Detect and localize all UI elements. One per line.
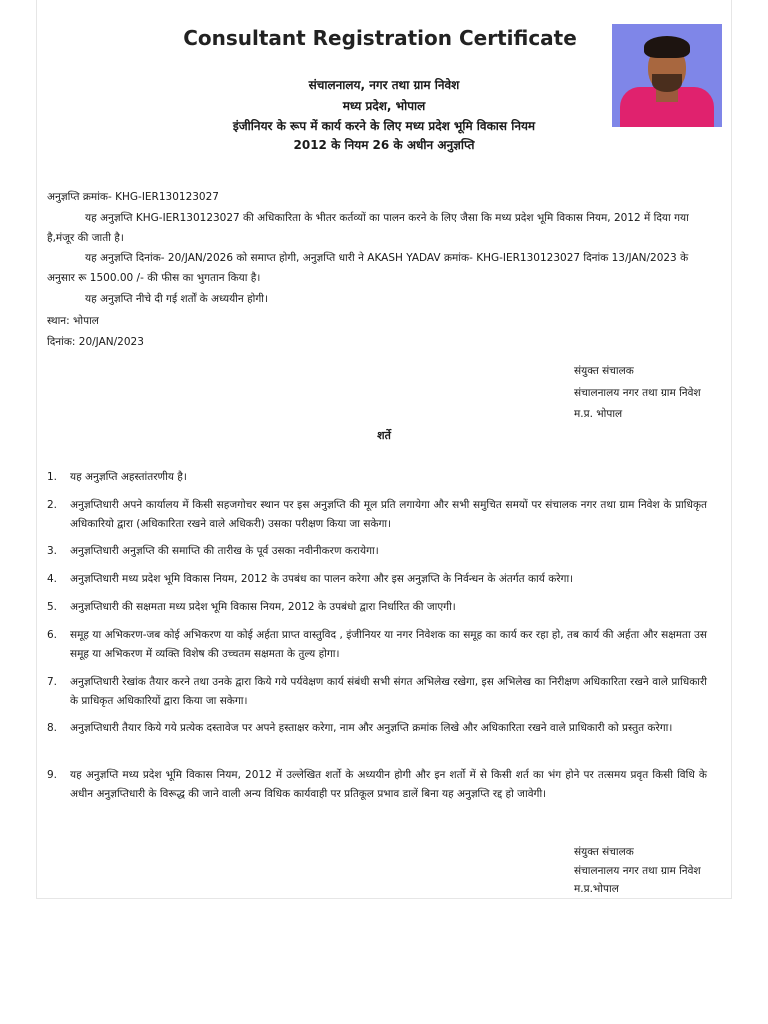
condition-item bbox=[47, 766, 707, 804]
condition-text: अनुज्ञप्तिधारी की सक्षमता मध्य प्रदेश भूमि विकास नियम, 2012 के उपबंधो द्वारा निर्धारित की जाएगी। bbox=[70, 601, 456, 613]
condition-number: 6. bbox=[47, 629, 58, 641]
condition-text: यह अनुज्ञप्ति अहस्तांतरणीय है। bbox=[70, 471, 187, 483]
condition-text: अनुज्ञप्तिधारी मध्य प्रदेश भूमि विकास नियम, 2012 के उपबंध का पालन करेगा और इस अनुज्ञप्ति के निर्वन्धन के अंतर्गत कार्य करेगा। bbox=[70, 573, 574, 585]
condition-item bbox=[47, 673, 707, 711]
signatory-2-designation: संयुक्त संचालक bbox=[574, 846, 634, 858]
signatory-2-location: म.प्र.भोपाल bbox=[574, 883, 619, 895]
condition-number: 8. bbox=[47, 722, 58, 734]
condition-number: 2. bbox=[47, 499, 58, 511]
certificate-sheet bbox=[36, 0, 732, 899]
condition-text: अनुज्ञप्तिधारी अनुज्ञप्ति की समाप्ति की तारीख के पूर्व उसका नवीनीकरण करायेगा। bbox=[70, 545, 379, 557]
condition-number: 7. bbox=[47, 676, 58, 688]
state-line: मध्य प्रदेश, भोपाल bbox=[342, 99, 426, 113]
condition-item bbox=[47, 570, 707, 589]
issue-date: दिनांक: 20/JAN/2023 bbox=[47, 336, 144, 348]
rule-line: इंजीनियर के रूप में कार्य करने के लिए मध्य प्रदेश भूमि विकास नियम bbox=[232, 119, 536, 133]
paragraph-grant: यह अनुज्ञप्ति KHG-IER130123027 की अधिकारिता के भीतर कर्तव्यों का पालन करने के लिए जैसा कि मध्य प्रदेश भूमि विकास नियम, 2012 में दिया गया है,मंजूर की जाती है। bbox=[47, 212, 689, 244]
signatory-1-office: संचालनालय नगर तथा ग्राम निवेश bbox=[574, 387, 701, 399]
condition-text: अनुज्ञप्तिधारी अपने कार्यालय में किसी सहजगोचर स्थान पर इस अनुज्ञप्ति की मूल प्रति लगायेगा और सभी समुचित समयों पर संचालक नगर तथा ग्राम निवेश के प्राधिकृत अधिकारियो द्वारा (अधिकारिता रखने वाले अधिकरी) उसका परीक्षण किया जा सकेगा। bbox=[70, 499, 707, 530]
condition-number: 5. bbox=[47, 601, 58, 613]
condition-number: 1. bbox=[47, 471, 58, 483]
condition-text: समूह या अभिकरण-जब कोई अभिकरण या कोई अर्हता प्राप्त वास्तुविद , इंजीनियर या नगर निवेशक का समूह का कार्य कर रहा हो, तब कार्य की अर्हता और सक्षमता उस समूह या अभिकरण में व्यक्ति विशेष की उच्चतम सक्षमता के तुल्य होगा। bbox=[70, 629, 707, 660]
condition-number: 4. bbox=[47, 573, 58, 585]
condition-text: अनुज्ञप्तिधारी रेखांक तैयार करने तथा उनके द्वारा किये गये पर्यवेक्षण कार्य संबंधी सभी संगत अभिलेख रखेगा, इस अभिलेख का निरीक्षण अधिकारिता रखने वाले प्राधिकारी के प्राधिकृत अधिकारियों द्वारा किया जा सकेगा। bbox=[70, 676, 707, 707]
paragraph-conditions: यह अनुज्ञप्ति नीचे दी गई शर्तों के अध्ययीन होगी। bbox=[85, 293, 268, 305]
signatory-1-location: म.प्र. भोपाल bbox=[574, 408, 623, 420]
place: स्थान: भोपाल bbox=[47, 315, 99, 327]
signatory-1-designation: संयुक्त संचालक bbox=[574, 365, 634, 377]
condition-item bbox=[47, 496, 707, 534]
condition-number: 9. bbox=[47, 769, 58, 781]
authority-line: संचालनालय, नगर तथा ग्राम निवेश bbox=[308, 78, 460, 92]
rule-number-line: 2012 के नियम 26 के अधीन अनुज्ञप्ति bbox=[293, 138, 475, 152]
condition-item bbox=[47, 626, 707, 664]
condition-text: अनुज्ञप्तिधारी तैयार किये गये प्रत्येक दस्तावेज पर अपने हस्ताक्षर करेगा, नाम और अनुज्ञप्ति क्रमांक लिखे और अधिकारिता रखने वाले प्राधिकारी को प्रस्तुत करेगा। bbox=[70, 722, 673, 734]
paragraph-expiry: यह अनुज्ञप्ति दिनांक- 20/JAN/2026 को समाप्त होगी, अनुज्ञप्ति धारी ने AKASH YADAV क्रमांक- KHG-IER130123027 दिनांक 13/JAN/2023 के अनुसार रू 1500.00 /- की फीस का भुगतान किया है। bbox=[47, 252, 689, 284]
condition-item bbox=[47, 598, 707, 617]
photo-hair bbox=[644, 36, 690, 58]
certificate-title: Consultant Registration Certificate bbox=[183, 26, 577, 50]
condition-text: यह अनुज्ञप्ति मध्य प्रदेश भूमि विकास नियम, 2012 में उल्लेखित शर्तो के अध्ययीन होगी और इन शर्तो में से किसी शर्त का भंग होने पर तत्समय प्रवृत किसी विधि के अधीन अनुज्ञप्तिधारी के विरूद्ध की जाने वाली अन्य विधिक कार्यवाही पर प्रतिकूल प्रभाव डालें बिना यह अनुज्ञप्ति रद्द हो जावेगी। bbox=[70, 769, 707, 800]
condition-number: 3. bbox=[47, 545, 58, 557]
condition-item bbox=[47, 719, 707, 738]
signatory-2-office: संचालनालय नगर तथा ग्राम निवेश bbox=[574, 865, 701, 877]
license-number: अनुज्ञप्ति क्रमांक- KHG-IER130123027 bbox=[47, 191, 219, 203]
condition-item bbox=[47, 542, 707, 561]
condition-item bbox=[47, 468, 707, 487]
terms-heading: शर्ते bbox=[377, 429, 391, 442]
